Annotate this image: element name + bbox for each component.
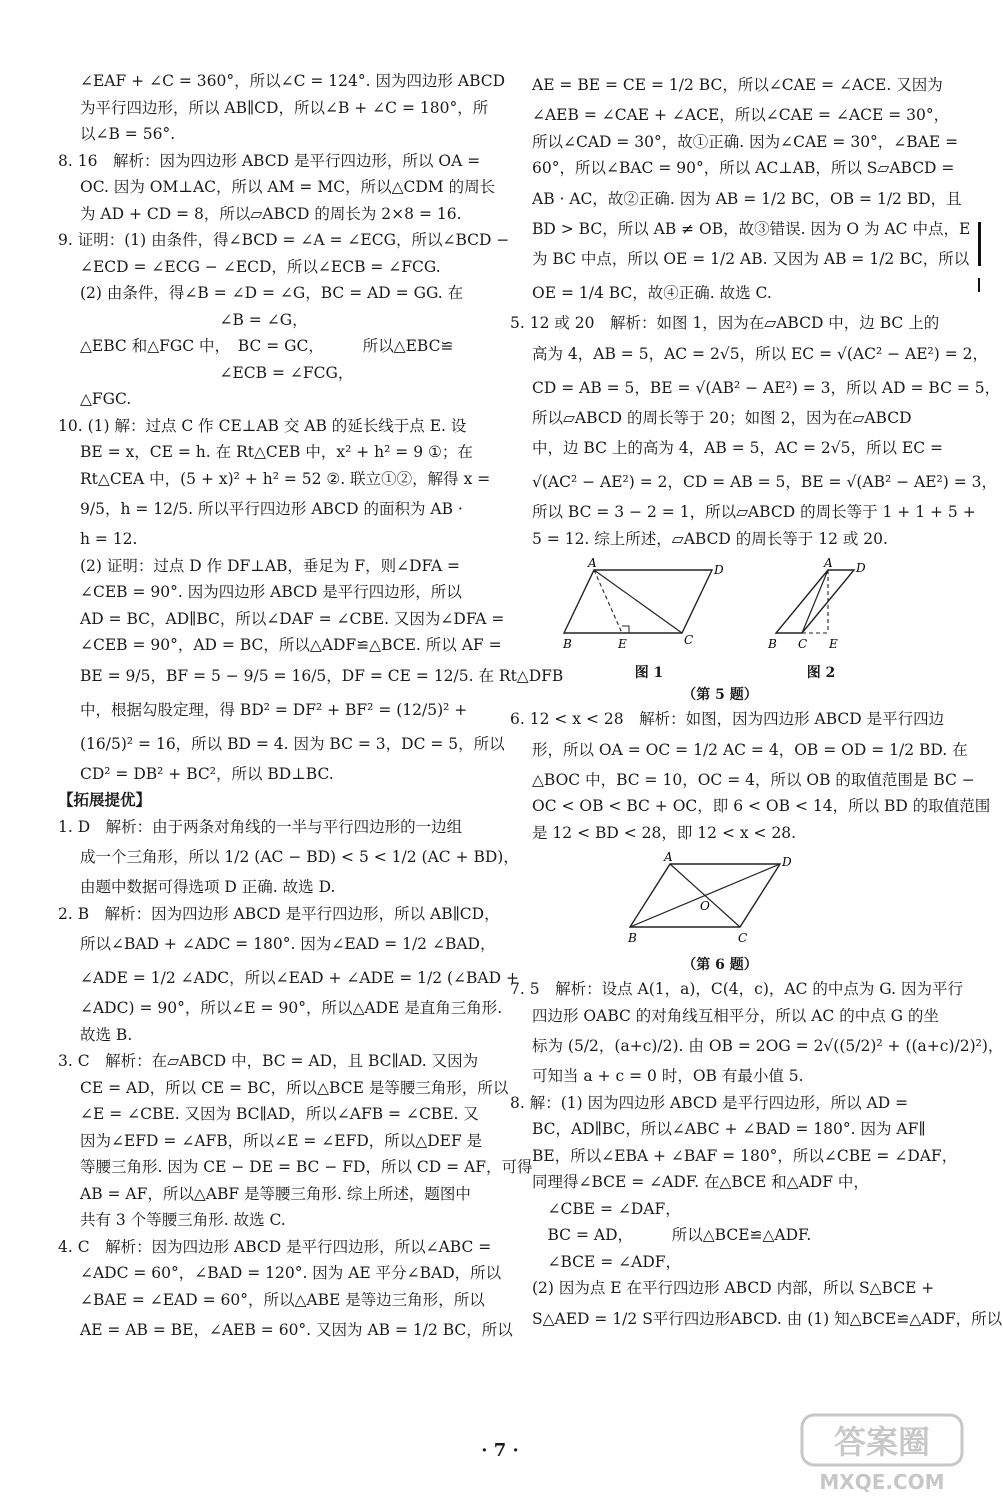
answer-text-line: 所以∠CAD = 30°，故①正确. 因为∠CAE = 30°，∠BAE = bbox=[532, 132, 959, 151]
answer-text-line: ∠ADC) = 90°，所以∠E = 90°，所以△ADE 是直角三角形. bbox=[80, 999, 503, 1017]
answer-text-line: 3. C 解析：在▱ABCD 中，BC = AD，且 BC∥AD. 又因为 bbox=[58, 1052, 479, 1070]
answer-text-line: 5 = 12. 综上所述，▱ABCD 的周长等于 12 或 20. bbox=[532, 529, 888, 548]
answer-text-line: 所以 BC = 3 − 2 = 1，所以▱ABCD 的周长等于 1 + 1 + 5 + bbox=[532, 503, 976, 521]
answer-text-line: (2) 由条件，得∠B = ∠D = ∠G，BC = AD = GG. 在 bbox=[80, 284, 464, 302]
svg-text:C: C bbox=[684, 633, 694, 647]
svg-text:A: A bbox=[664, 850, 673, 864]
answer-text-line: 4. C 解析：因为四边形 ABCD 是平行四边形，所以∠ABC = bbox=[58, 1237, 492, 1256]
answer-text-line: ∠E = ∠CBE. 又因为 BC∥AD，所以∠AFB = ∠CBE. 又 bbox=[80, 1105, 479, 1123]
svg-text:D: D bbox=[782, 855, 792, 869]
answer-text-line: ∠CEB = 90°，AD = BC，所以△ADF≌△BCE. 所以 AF = bbox=[80, 636, 502, 654]
answer-text-line: CD² = DB² + BC²，所以 BD⊥BC. bbox=[80, 764, 334, 783]
answer-text-line: 为平行四边形，所以 AB∥CD，所以∠B + ∠C = 180°，所 bbox=[80, 98, 489, 117]
figure-1-label: 图 1 bbox=[634, 665, 664, 681]
parallelogram-figure-2 bbox=[766, 558, 876, 658]
answer-text-line: ∠EAF + ∠C = 360°，所以∠C = 124°. 因为四边形 ABCD bbox=[80, 72, 506, 90]
answer-text-line: 10. (1) 解：过点 C 作 CE⊥AB 交 AB 的延长线于点 E. 设 bbox=[58, 416, 467, 435]
answer-text-line: (16/5)² = 16，所以 BD = 4. 因为 BC = 3，DC = 5，所以 bbox=[80, 734, 505, 753]
answer-text-line: 6. 12 < x < 28 解析：如图，因为四边形 ABCD 是平行四边 bbox=[510, 710, 945, 728]
svg-text:B: B bbox=[563, 637, 572, 651]
answer-text-line: AE = BE = CE = 1/2 BC，所以∠CAE = ∠ACE. 又因为 bbox=[532, 76, 943, 94]
answer-text-line: ∠BAE = ∠EAD = 60°，所以△ABE 是等边三角形，所以 bbox=[80, 1290, 485, 1309]
answer-text-line: ∠ADE = 1/2 ∠ADC，所以∠EAD + ∠ADE = 1/2 (∠BAD + bbox=[80, 969, 519, 987]
svg-text:E: E bbox=[829, 637, 838, 651]
figure-6-caption: （第 6 题） bbox=[682, 957, 758, 973]
answer-text-line: OC < OB < BC + OC，即 6 < OB < 14，所以 BD 的取值范围 bbox=[532, 797, 991, 815]
answer-text-line: 四边形 OABC 的对角线互相平分，所以 AC 的中点 G 的坐 bbox=[532, 1006, 939, 1025]
answer-text-line: 9/5，h = 12/5. 所以平行四边形 ABCD 的面积为 AB · bbox=[80, 500, 463, 518]
answer-text-line: OC. 因为 OM⊥AC，所以 AM = MC，所以△CDM 的周长 bbox=[80, 178, 496, 196]
svg-text:A: A bbox=[588, 556, 597, 570]
margin-mark bbox=[978, 222, 981, 266]
answer-text-line: BD > BC，所以 AB ≠ OB，故③错误. 因为 O 为 AC 中点，E bbox=[532, 219, 971, 238]
svg-text:O: O bbox=[700, 899, 710, 913]
answer-text-line: 中，边 BC 上的高为 4，AB = 5，AC = 2√5，所以 EC = bbox=[532, 439, 943, 457]
answer-text-line: △EBC 和△FGC 中， BC = GC， 所以△EBC≌ bbox=[80, 337, 454, 355]
margin-mark bbox=[978, 278, 980, 292]
right-column bbox=[510, 68, 1003, 1336]
answer-text-line: 形，所以 OA = OC = 1/2 AC = 4，OB = OD = 1/2 BD. 在 bbox=[532, 740, 968, 759]
answer-text-line: AB = AF，所以△ABF 是等腰三角形. 综上所述，题图中 bbox=[80, 1184, 471, 1203]
answer-text-line: 高为 4，AB = 5，AC = 2√5，所以 EC = √(AC² − AE²) = 2， bbox=[532, 344, 989, 363]
answer-text-line: Rt△CEA 中，(5 + x)² + h² = 52 ②. 联立①②，解得 x = bbox=[80, 469, 491, 488]
answer-text-line: 8. 16 解析：因为四边形 ABCD 是平行四边形，所以 OA = bbox=[58, 151, 481, 170]
answer-text-line: 故选 B. bbox=[80, 1025, 133, 1044]
answer-text-line: 成一个三角形，所以 1/2 (AC − BD) < 5 < 1/2 (AC + BD)， bbox=[80, 848, 519, 866]
answer-text-line: △FGC. bbox=[80, 390, 132, 408]
answer-text-line: CE = AD，所以 CE = BC，所以△BCE 是等腰三角形，所以 bbox=[80, 1078, 509, 1097]
answer-text-line: AD = BC，AD∥BC，所以∠DAF = ∠CBE. 又因为∠DFA = bbox=[80, 609, 505, 628]
answer-text-line: ∠CEB = 90°. 因为四边形 ABCD 是平行四边形，所以 bbox=[80, 583, 462, 601]
answer-text-line: 2. B 解析：因为四边形 ABCD 是平行四边形，所以 AB∥CD， bbox=[58, 904, 500, 923]
answer-text-line: OE = 1/4 BC，故④正确. 故选 C. bbox=[532, 284, 772, 302]
figure-6 bbox=[510, 852, 930, 952]
answer-text-line: 1. D 解析：由于两条对角线的一半与平行四边形的一边组 bbox=[58, 817, 463, 836]
left-column bbox=[58, 68, 564, 1347]
answer-text-line: S△AED = 1/2 S平行四边形ABCD. 由 (1) 知△BCE≌△ADF，所以 bbox=[532, 1309, 1003, 1328]
answer-text-line: 因为∠EFD = ∠AFB，所以∠E = ∠EFD，所以△DEF 是 bbox=[80, 1131, 483, 1150]
answer-text-line: ∠ECD = ∠ECG − ∠ECD，所以∠ECB = ∠FCG. bbox=[80, 257, 441, 276]
parallelogram-figure-1 bbox=[564, 558, 734, 658]
page-number: · 7 · bbox=[481, 1440, 519, 1461]
answer-text-line: ∠CBE = ∠DAF， bbox=[532, 1199, 681, 1218]
answer-text-line: 7. 5 解析：设点 A(1，a)，C(4，c)，AC 的中点为 G. 因为平行 bbox=[510, 980, 963, 998]
answer-text-line: 所以∠BAD + ∠ADC = 180°. 因为∠EAD = 1/2 ∠BAD， bbox=[80, 935, 496, 953]
answer-text-line: 5. 12 或 20 解析：如图 1，因为在▱ABCD 中，边 BC 上的 bbox=[510, 314, 940, 332]
answer-text-line: BE = 9/5，BF = 5 − 9/5 = 16/5，DF = CE = 12/5. 在 Rt△DFB bbox=[80, 666, 564, 685]
answer-text-line: ∠AEB = ∠CAE + ∠ACE，所以∠CAE = ∠ACE = 30°， bbox=[532, 106, 950, 124]
svg-text:D: D bbox=[714, 563, 724, 577]
answer-text-line: ∠ADC = 60°，∠BAD = 120°. 因为 AE 平分∠BAD，所以 bbox=[80, 1264, 502, 1282]
answer-text-line: ∠BCE = ∠ADF， bbox=[532, 1252, 682, 1271]
figure-5-caption: （第 5 题） bbox=[682, 687, 758, 703]
answer-text-line: 8. 解：(1) 因为四边形 ABCD 是平行四边形，所以 AD = bbox=[510, 1093, 909, 1112]
figure-2-label: 图 2 bbox=[806, 665, 836, 681]
answer-text-line: 60°，所以∠BAC = 90°，所以 AC⊥AB，所以 S▱ABCD = bbox=[532, 159, 955, 177]
answer-text-line: 为 BC 中点，所以 OE = 1/2 AB. 又因为 AB = 1/2 BC，所以 bbox=[532, 250, 970, 268]
parallelogram-figure-6 bbox=[630, 852, 810, 952]
answer-text-line: √(AC² − AE²) = 2，CD = AB = 5，BE = √(AB² − AE²) = 3， bbox=[532, 473, 998, 491]
answer-text-line: 为 AD + CD = 8，所以▱ABCD 的周长为 2×8 = 16. bbox=[80, 204, 462, 223]
answer-text-line: 所以▱ABCD 的周长等于 20；如图 2，因为在▱ABCD bbox=[532, 408, 912, 427]
answer-text-line: ∠ECB = ∠FCG， bbox=[80, 363, 354, 382]
svg-text:MXQE.COM: MXQE.COM bbox=[819, 1470, 945, 1494]
svg-text:E: E bbox=[618, 637, 627, 651]
svg-text:C: C bbox=[798, 637, 808, 651]
svg-text:B: B bbox=[768, 637, 777, 651]
answer-text-line: 是 12 < BD < 28，即 12 < x < 28. bbox=[532, 823, 797, 842]
answer-text-line: (2) 证明：过点 D 作 DF⊥AB，垂足为 F，则∠DFA = bbox=[80, 556, 461, 575]
svg-text:答案圈: 答案圈 bbox=[833, 1423, 931, 1461]
answer-text-line: CD = AB = 5，BE = √(AB² − AE²) = 3，所以 AD = BC = 5， bbox=[532, 378, 1001, 397]
answer-text-line: 可知当 a + c = 0 时，OB 有最小值 5. bbox=[532, 1067, 804, 1085]
svg-text:B: B bbox=[628, 931, 637, 945]
answer-text-line: AB · AC，故②正确. 因为 AB = 1/2 BC，OB = 1/2 BD，且 bbox=[532, 189, 962, 208]
svg-text:A: A bbox=[824, 556, 833, 570]
figure-5 bbox=[510, 558, 930, 682]
answer-text-line: BE，所以∠EBA + ∠BAF = 180°，所以∠CBE = ∠DAF， bbox=[532, 1146, 958, 1165]
answer-text-line: 以∠B = 56°. bbox=[80, 125, 176, 143]
answer-text-line: 共有 3 个等腰三角形. 故选 C. bbox=[80, 1211, 286, 1229]
answer-text-line: 标为 (5/2，(a+c)/2). 由 OB = 2OG = 2√((5/2)² + ((a+c)/2)²)， bbox=[532, 1037, 1003, 1055]
svg-text:D: D bbox=[856, 561, 866, 575]
answer-text-line: △BOC 中，BC = 10，OC = 4，所以 OB 的取值范围是 BC − bbox=[532, 770, 975, 789]
answer-text-line: BC，AD∥BC，所以∠ABC + ∠BAD = 180°. 因为 AF∥ bbox=[532, 1120, 926, 1138]
answer-text-line: 由题中数据可得选项 D 正确. 故选 D. bbox=[80, 878, 336, 896]
answer-text-line: h = 12. bbox=[80, 530, 138, 548]
answer-text-line: BC = AD， 所以△BCE≌△ADF. bbox=[532, 1226, 812, 1244]
answer-text-line: BE = x，CE = h. 在 Rt△CEB 中，x² + h² = 9 ①；在 bbox=[80, 443, 473, 461]
answer-text-line: 中，根据勾股定理，得 BD² = DF² + BF² = (12/5)² + bbox=[80, 700, 468, 719]
answer-text-line: 【拓展提优】 bbox=[58, 790, 152, 809]
watermark-logo bbox=[800, 1409, 970, 1497]
answer-text-line: 9. 证明：(1) 由条件，得∠BCD = ∠A = ∠ECG，所以∠BCD − bbox=[58, 231, 510, 249]
answer-text-line: ∠B = ∠G， bbox=[80, 310, 308, 329]
answer-text-line: (2) 因为点 E 在平行四边形 ABCD 内部，所以 S△BCE + bbox=[532, 1279, 935, 1297]
svg-text:C: C bbox=[738, 931, 748, 945]
answer-text-line: AE = AB = BE，∠AEB = 60°. 又因为 AB = 1/2 BC，所以 bbox=[80, 1321, 513, 1339]
answer-text-line: 同理得∠BCE = ∠ADF. 在△BCE 和△ADF 中， bbox=[532, 1173, 869, 1191]
answer-text-line: 等腰三角形. 因为 CE − DE = BC − FD，所以 CD = AF，可得 bbox=[80, 1158, 533, 1176]
